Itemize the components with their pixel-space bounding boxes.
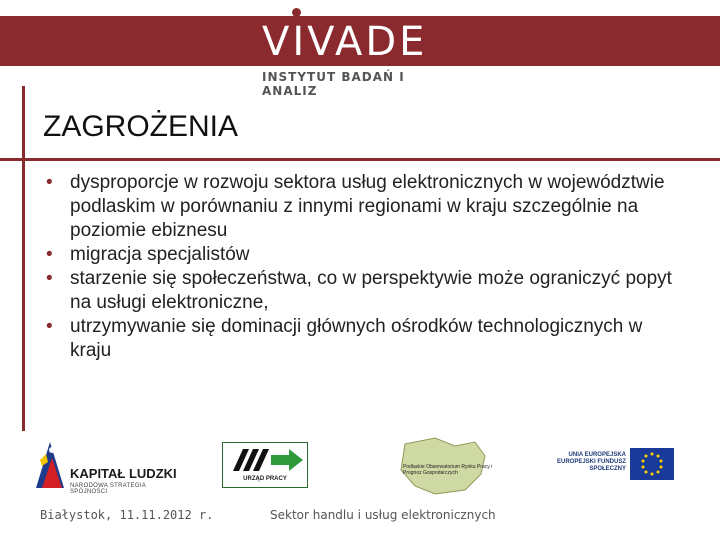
bullet-item: • starzenie się społeczeństwa, co w perspektywie może ograniczyć popyt na usługi elektroniczne, [46, 267, 686, 315]
title-divider [0, 158, 720, 161]
bullet-item: • utrzymywanie się dominacji głównych ośrodków technologicznych w kraju [46, 315, 686, 363]
bullet-list [46, 171, 686, 363]
slide-title: ZAGROŻENIA [43, 110, 239, 143]
logo-subtitle: INSTYTUT BADAŃ I ANALIZ [262, 70, 405, 98]
logo-text: VIVADE [262, 19, 428, 65]
urzad-pracy-label: URZĄD PRACY [243, 476, 287, 482]
bullet-item: • dysproporcje w rozwoju sektora usług elektronicznych w województwie podlaskim w porównaniu z innymi regionami w kraju szczególnie na poziomie ebiznesu [46, 171, 686, 243]
kapital-ludzki-subtitle: NARODOWA STRATEGIA SPÓJNOŚCI [70, 483, 146, 495]
footer-topic: Sektor handlu i usług elektronicznych [270, 508, 496, 522]
kapital-ludzki-icon [32, 440, 68, 490]
urzad-pracy-icon [223, 443, 307, 475]
logo-dot [292, 8, 301, 17]
eu-stars-icon [630, 448, 674, 480]
eu-flag-icon [630, 448, 674, 480]
kapital-ludzki-logo [32, 440, 182, 498]
eu-label: UNIA EUROPEJSKA EUROPEJSKI FUNDUSZ SPOŁECZNY [556, 452, 626, 472]
accent-vertical-bar [22, 86, 25, 431]
bullet-item: • migracja specjalistów [46, 243, 686, 267]
observatory-logo [385, 434, 505, 498]
partner-logos [0, 430, 720, 500]
observatory-label: Podlaskie Obserwatorium Rynku Pracy i Prognoz Gospodarczych [403, 464, 493, 476]
vivade-logo [262, 20, 442, 64]
urzad-pracy-logo [222, 442, 308, 488]
footer-date: Białystok, 11.11.2012 r. [40, 508, 214, 522]
kapital-ludzki-title: KAPITAŁ LUDZKI [70, 466, 177, 481]
